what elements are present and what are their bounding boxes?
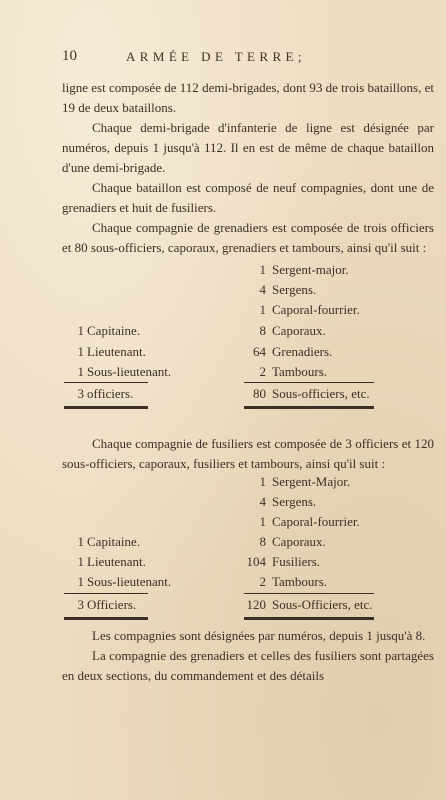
total-rule [244, 617, 374, 620]
rank-count: 1 [259, 302, 266, 317]
table-row [62, 474, 434, 494]
officer-total-label: Officiers. [87, 597, 137, 612]
paragraph-sections: La compagnie des grenadiers et celles des fusiliers sont partagées en deux sections, du commandement et des détails [62, 648, 434, 683]
rank-count: 2 [259, 364, 266, 379]
rank-total-count: 80 [253, 386, 266, 401]
fusiliers-intro [62, 434, 434, 474]
officer-label: Capitaine. [87, 534, 141, 549]
paragraph-bataillon: Chaque bataillon est composé de neuf compagnies, dont une de grenadiers et huit de fusiliers. [62, 180, 434, 215]
rank-count: 104 [246, 554, 266, 569]
rank-total-count: 120 [246, 597, 266, 612]
running-head: ARMÉE DE TERRE; [126, 49, 306, 64]
paragraph-numbering: Les compagnies sont désignées par numéros, depuis 1 jusqu'à 8. [92, 628, 426, 643]
page-number: 10 [62, 48, 77, 64]
rank-label: Sergens. [272, 494, 317, 509]
rank-count: 1 [259, 514, 266, 529]
fusiliers-composition-table [62, 474, 434, 628]
sum-rule [244, 382, 374, 383]
table-row [62, 514, 434, 534]
rank-count: 8 [259, 534, 266, 549]
rank-count: 1 [259, 474, 266, 489]
sum-rule [64, 593, 148, 594]
paragraph-demi-brigade: Chaque demi-brigade d'infanterie de ligne est désignée par numéros, depuis 1 jusqu'à 112. Il en est de même de chaque bataillon d'une demi-brigade. [62, 120, 434, 175]
rank-label: Sergent-major. [272, 262, 349, 277]
paragraph-fusiliers: Chaque compagnie de fusiliers est composée de 3 officiers et 120 sous-officiers, caporaux, fusiliers et tambours, ainsi qu'il suit : [62, 436, 434, 471]
rank-label: Grenadiers. [272, 344, 333, 359]
rank-count: 2 [259, 574, 266, 589]
page-header [62, 48, 416, 70]
officer-label: Lieutenant. [87, 554, 146, 569]
total-rule [64, 617, 148, 620]
officer-count: 1 [77, 344, 84, 359]
officer-total-count: 3 [77, 386, 84, 401]
table-row [62, 344, 434, 364]
rank-label: Fusiliers. [272, 554, 321, 569]
sum-rule [244, 593, 374, 594]
officer-label: Sous-lieutenant. [87, 574, 172, 589]
officer-total-count: 3 [77, 597, 84, 612]
closing-text [62, 626, 434, 686]
officer-count: 1 [77, 364, 84, 379]
table-row [62, 534, 434, 554]
table-row [62, 302, 434, 322]
rank-count: 64 [253, 344, 266, 359]
opening-text [62, 78, 434, 258]
rank-label: Sergens. [272, 282, 317, 297]
officer-total-label: officiers. [87, 386, 134, 401]
rank-total-label: Sous-Officiers, etc. [272, 597, 373, 612]
rank-label: Caporaux. [272, 534, 326, 549]
total-rule [64, 406, 148, 409]
rank-count: 1 [259, 262, 266, 277]
rank-label: Caporaux. [272, 323, 326, 338]
sum-rule [64, 382, 148, 383]
table-row [62, 262, 434, 282]
officer-label: Capitaine. [87, 323, 141, 338]
rank-label: Caporal-fourrier. [272, 514, 360, 529]
officer-count: 1 [77, 323, 84, 338]
total-rule [244, 406, 374, 409]
table-row [62, 554, 434, 574]
table-row [62, 574, 434, 594]
officer-count: 1 [77, 554, 84, 569]
table-row [62, 364, 434, 384]
rank-label: Tambours. [272, 364, 328, 379]
table-row-total [62, 386, 434, 406]
table-row [62, 494, 434, 514]
rank-count: 8 [259, 323, 266, 338]
rank-count: 4 [259, 494, 266, 509]
rank-label: Caporal-fourrier. [272, 302, 360, 317]
table-row-total [62, 597, 434, 617]
rank-total-label: Sous-officiers, etc. [272, 386, 370, 401]
officer-count: 1 [77, 574, 84, 589]
rank-label: Sergent-Major. [272, 474, 351, 489]
paragraph-continuation: ligne est composée de 112 demi-brigades, dont 93 de trois bataillons, et 19 de deux bataillons. [62, 80, 434, 115]
table-row [62, 323, 434, 343]
rank-label: Tambours. [272, 574, 328, 589]
grenadiers-composition-table [62, 262, 434, 410]
rank-count: 4 [259, 282, 266, 297]
officer-count: 1 [77, 534, 84, 549]
officer-label: Lieutenant. [87, 344, 146, 359]
table-row [62, 282, 434, 302]
officer-label: Sous-lieutenant. [87, 364, 172, 379]
paragraph-grenadiers: Chaque compagnie de grenadiers est composée de trois officiers et 80 sous-officiers, caporaux, grenadiers et tambours, ainsi qu'il suit : [62, 220, 434, 255]
